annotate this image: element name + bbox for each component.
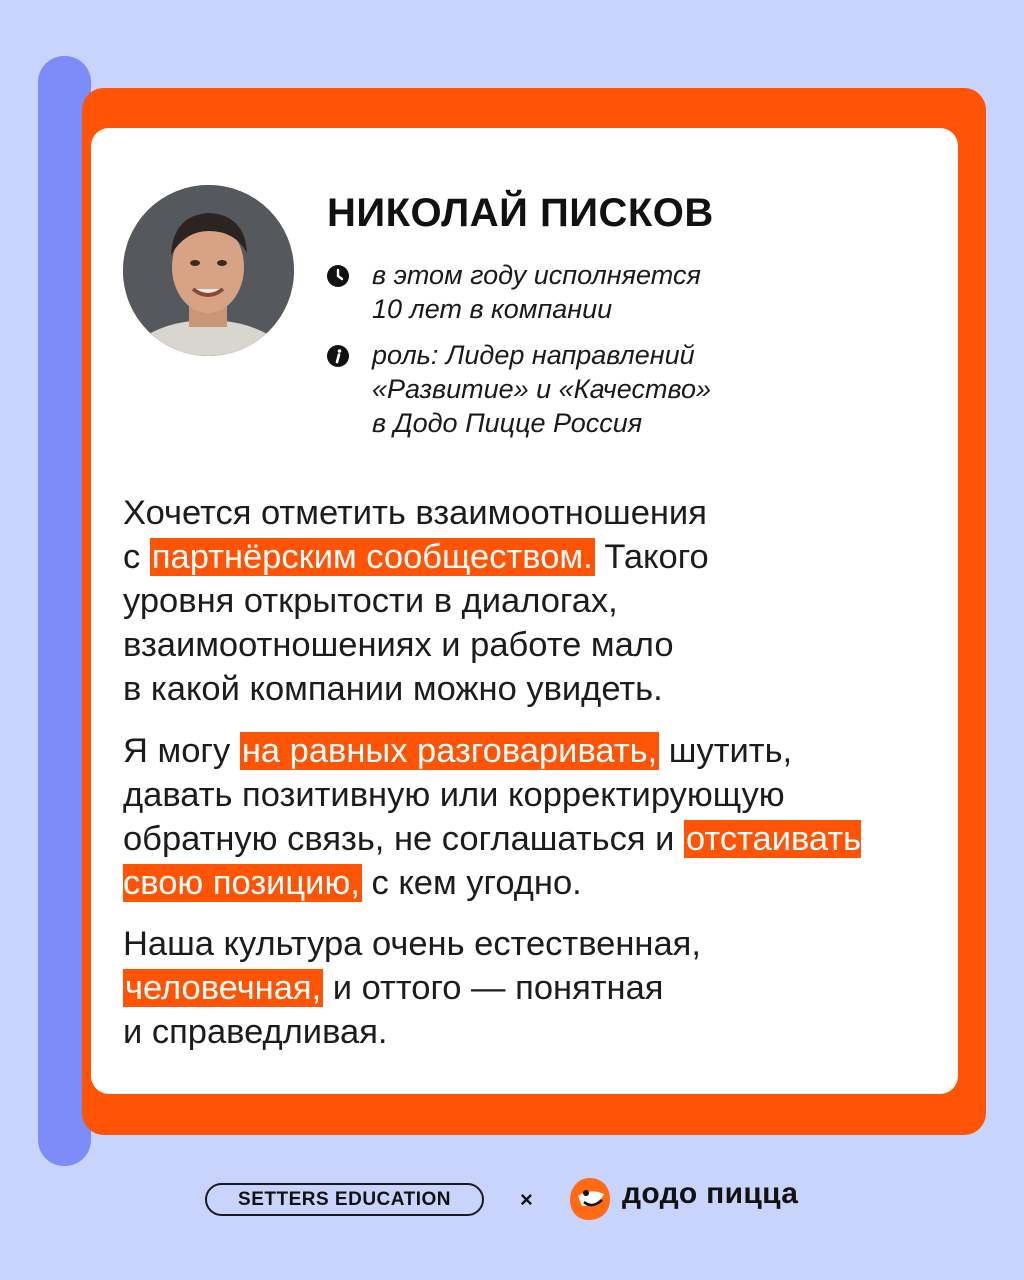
person-name: НИКОЛАЙ ПИСКОВ: [327, 191, 714, 235]
quote-text: шутить, давать позитивную или корректирующую обратную связь, не соглашаться и: [123, 732, 793, 858]
setters-education-logo: SETTERS EDUCATION: [205, 1183, 484, 1216]
quote-text: и оттого — понятная и справедливая.: [123, 969, 664, 1051]
quote-text: Я могу: [123, 732, 240, 770]
quote-text: с кем угодно.: [361, 864, 582, 902]
highlight: человечная,: [125, 969, 322, 1007]
quote-paragraph-1: [123, 491, 943, 711]
collab-separator: ×: [520, 1187, 533, 1212]
tenure-text: в этом году исполняется 10 лет в компании: [372, 260, 701, 324]
quote-text: Наша культура очень естественная,: [123, 925, 701, 963]
highlight: отстаивать свою позицию,: [123, 820, 862, 902]
quote-text: Такого уровня открытости в диалогах, взаимоотношениях и работе мало в какой компании можно увидеть.: [123, 538, 709, 708]
role-text: роль: Лидер направлений «Развитие» и «Качество» в Додо Пицце Россия: [372, 340, 712, 438]
tenure-info: [327, 258, 807, 326]
highlight: партнёрским сообществом.: [151, 538, 593, 576]
role-info: [327, 338, 807, 440]
dodo-pizza-icon: [568, 1176, 612, 1222]
quote-paragraph-3: [123, 922, 943, 1054]
quote-text: Хочется отметить взаимоотношения с: [123, 494, 707, 576]
highlight: на равных разговаривать,: [241, 732, 658, 770]
portrait-photo: [123, 185, 294, 356]
avatar: [123, 185, 294, 356]
info-icon: [327, 345, 349, 367]
clock-icon: [327, 265, 349, 287]
quote-paragraph-2: [123, 729, 943, 905]
dodo-pizza-logo: додо пицца: [622, 1177, 799, 1210]
